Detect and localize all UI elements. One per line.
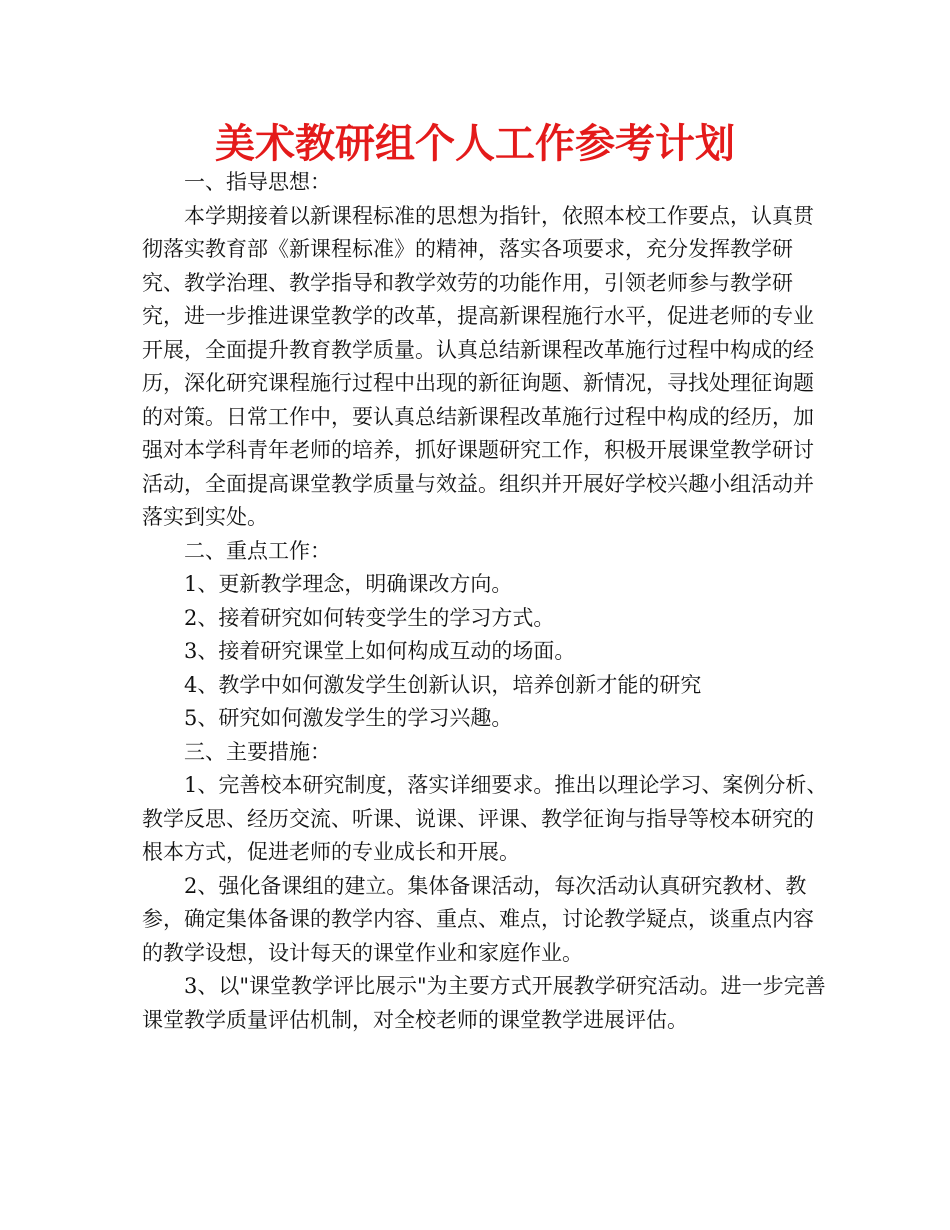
list-item-key-work-3: 3、接着研究课堂上如何构成互动的场面。 bbox=[184, 639, 576, 663]
list-item-key-work-2: 2、接着研究如何转变学生的学习方式。 bbox=[184, 605, 555, 630]
list-item-key-work-5: 5、研究如何激发学生的学习兴趣。 bbox=[184, 706, 513, 730]
document-title: 美术教研组个人工作参考计划 bbox=[215, 121, 735, 167]
paragraph-measure-3: 3、以"课堂教学评比展示"为主要方式开展教学研究活动。进一步完善课堂教学质量评估机制，对全校老师的课堂教学进展评估。 bbox=[142, 974, 826, 1032]
document-body bbox=[142, 166, 832, 1037]
section-heading-guiding-thought: 一、指导思想： bbox=[184, 170, 331, 194]
section-heading-measures: 三、主要措施： bbox=[184, 739, 331, 764]
section-heading-key-work: 二、重点工作： bbox=[184, 538, 331, 563]
paragraph-guiding-thought: 本学期接着以新课程标准的思想为指针，依照本校工作要点，认真贯彻落实教育部《新课程标准》的精神，落实各项要求，充分发挥教学研究、教学治理、教学指导和教学效劳的功能作用，引领老师参与教学研究，进一步推进课堂教学的改革，提高新课程施行水平，促进老师的专业开展，全面提升教育教学质量。认真总结新课程改革施行过程中构成的经历，深化研究课程施行过程中出现的新征询题、新情况，寻找处理征询题的对策。日常工作中，要认真总结新课程改革施行过程中构成的经历，加强对本学科青年老师的培养，抓好课题研究工作，积极开展课堂教学研讨活动，全面提高课堂教学质量与效益。组织并开展好学校兴趣小组活动并落实到实处。 bbox=[142, 203, 814, 529]
list-item-key-work-4: 4、教学中如何激发学生创新认识，培养创新才能的研究 bbox=[184, 672, 702, 697]
paragraph-measure-1: 1、完善校本研究制度，落实详细要求。推出以理论学习、案例分析、教学反思、经历交流、听课、说课、评课、教学征询与指导等校本研究的根本方式，促进老师的专业成长和开展。 bbox=[142, 773, 828, 864]
paragraph-measure-2: 2、强化备课组的建立。集体备课活动，每次活动认真研究教材、教参，确定集体备课的教学内容、重点、难点，讨论教学疑点，谈重点内容的教学设想，设计每天的课堂作业和家庭作业。 bbox=[142, 873, 814, 965]
list-item-key-work-1: 1、更新教学理念，明确课改方向。 bbox=[184, 572, 513, 596]
